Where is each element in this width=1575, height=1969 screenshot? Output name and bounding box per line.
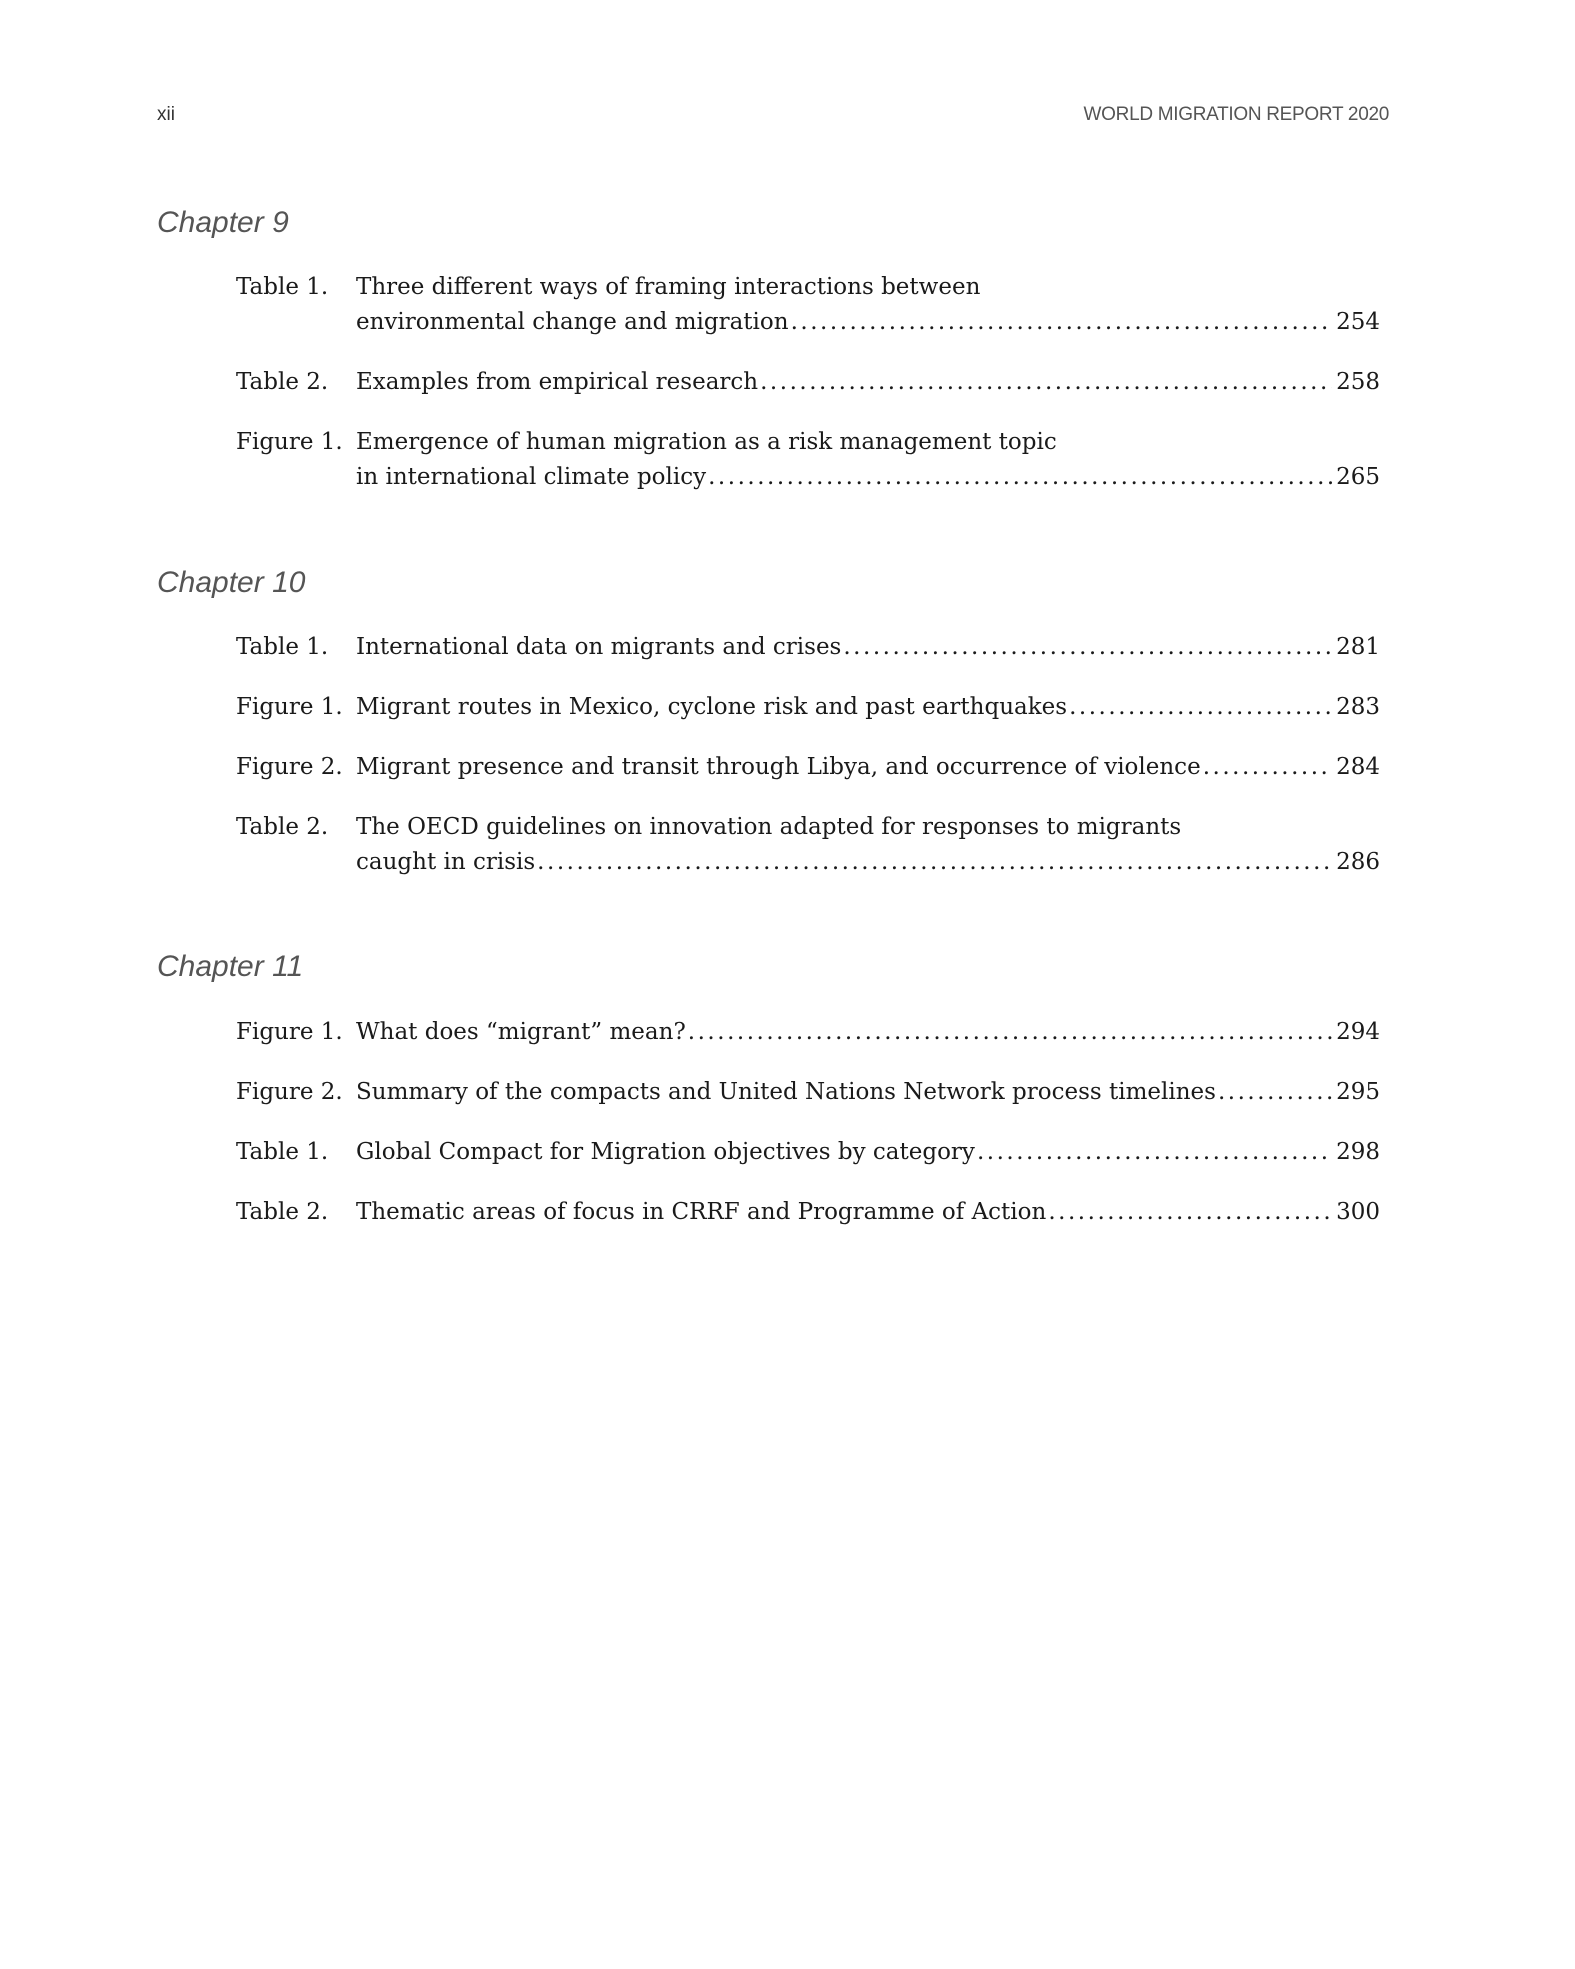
chapter-heading: Chapter 10 (157, 566, 306, 599)
dot-leader (688, 1015, 1332, 1050)
toc-entry[interactable] (236, 365, 1380, 400)
entry-title: What does “migrant” mean? (356, 1019, 686, 1045)
dot-leader (1048, 1195, 1332, 1230)
running-header (157, 104, 1389, 134)
dot-leader (977, 1135, 1332, 1170)
entry-label: Table 2. (236, 814, 329, 840)
dot-leader (1069, 690, 1332, 725)
entry-page-number: 283 (1336, 694, 1380, 720)
entry-title-line: Three different ways of framing interactions between (356, 274, 981, 300)
toc-entry[interactable] (236, 630, 1380, 665)
entry-title: Examples from empirical research (356, 369, 759, 395)
entry-page-number: 294 (1336, 1019, 1380, 1045)
entry-page-number: 300 (1336, 1199, 1380, 1225)
entry-title: International data on migrants and crises (356, 634, 842, 660)
entry-label: Table 1. (236, 274, 329, 300)
chapter-heading: Chapter 11 (157, 950, 304, 983)
entry-label: Figure 1. (236, 429, 343, 455)
toc-entry[interactable] (236, 810, 1380, 880)
entry-title-line: Emergence of human migration as a risk management topic (356, 429, 1057, 455)
entry-label: Figure 1. (236, 694, 343, 720)
entry-label: Figure 2. (236, 754, 343, 780)
entry-title: Migrant presence and transit through Libya, and occurrence of violence (356, 754, 1201, 780)
toc-entry[interactable] (236, 750, 1380, 785)
entry-label: Table 1. (236, 634, 329, 660)
toc-entry[interactable] (236, 1075, 1380, 1110)
dot-leader (843, 630, 1332, 665)
report-title: WORLD MIGRATION REPORT 2020 (1083, 104, 1389, 125)
entry-label: Table 1. (236, 1139, 329, 1165)
toc-entry[interactable] (236, 270, 1380, 340)
page-number: xii (157, 104, 175, 125)
entry-label: Figure 2. (236, 1079, 343, 1105)
entry-page-number: 258 (1336, 369, 1380, 395)
entry-title-line: The OECD guidelines on innovation adapted for responses to migrants (356, 814, 1182, 840)
dot-leader (1203, 750, 1332, 785)
toc-entry[interactable] (236, 425, 1380, 495)
entry-page-number: 284 (1336, 754, 1380, 780)
entry-page-number: 265 (1336, 464, 1380, 490)
entry-title: in international climate policy (356, 464, 707, 490)
entry-label: Table 2. (236, 1199, 329, 1225)
entry-page-number: 254 (1336, 309, 1380, 335)
dot-leader (537, 845, 1332, 880)
chapter-heading: Chapter 9 (157, 206, 289, 239)
entry-label: Table 2. (236, 369, 329, 395)
entry-page-number: 281 (1336, 634, 1380, 660)
dot-leader (708, 460, 1332, 495)
toc-entry[interactable] (236, 1015, 1380, 1050)
entry-label: Figure 1. (236, 1019, 343, 1045)
entry-title: caught in crisis (356, 849, 536, 875)
toc-entry[interactable] (236, 1195, 1380, 1230)
entry-title: Thematic areas of focus in CRRF and Programme of Action (356, 1199, 1047, 1225)
dot-leader (1218, 1075, 1332, 1110)
dot-leader (760, 365, 1332, 400)
entry-page-number: 295 (1336, 1079, 1380, 1105)
entry-title: Summary of the compacts and United Nations Network process timelines (356, 1079, 1216, 1105)
dot-leader (791, 305, 1333, 340)
toc-entry[interactable] (236, 1135, 1380, 1170)
toc-entry[interactable] (236, 690, 1380, 725)
entry-title: environmental change and migration (356, 309, 789, 335)
entry-page-number: 298 (1336, 1139, 1380, 1165)
entry-page-number: 286 (1336, 849, 1380, 875)
entry-title: Global Compact for Migration objectives by category (356, 1139, 975, 1165)
entry-title: Migrant routes in Mexico, cyclone risk and past earthquakes (356, 694, 1068, 720)
